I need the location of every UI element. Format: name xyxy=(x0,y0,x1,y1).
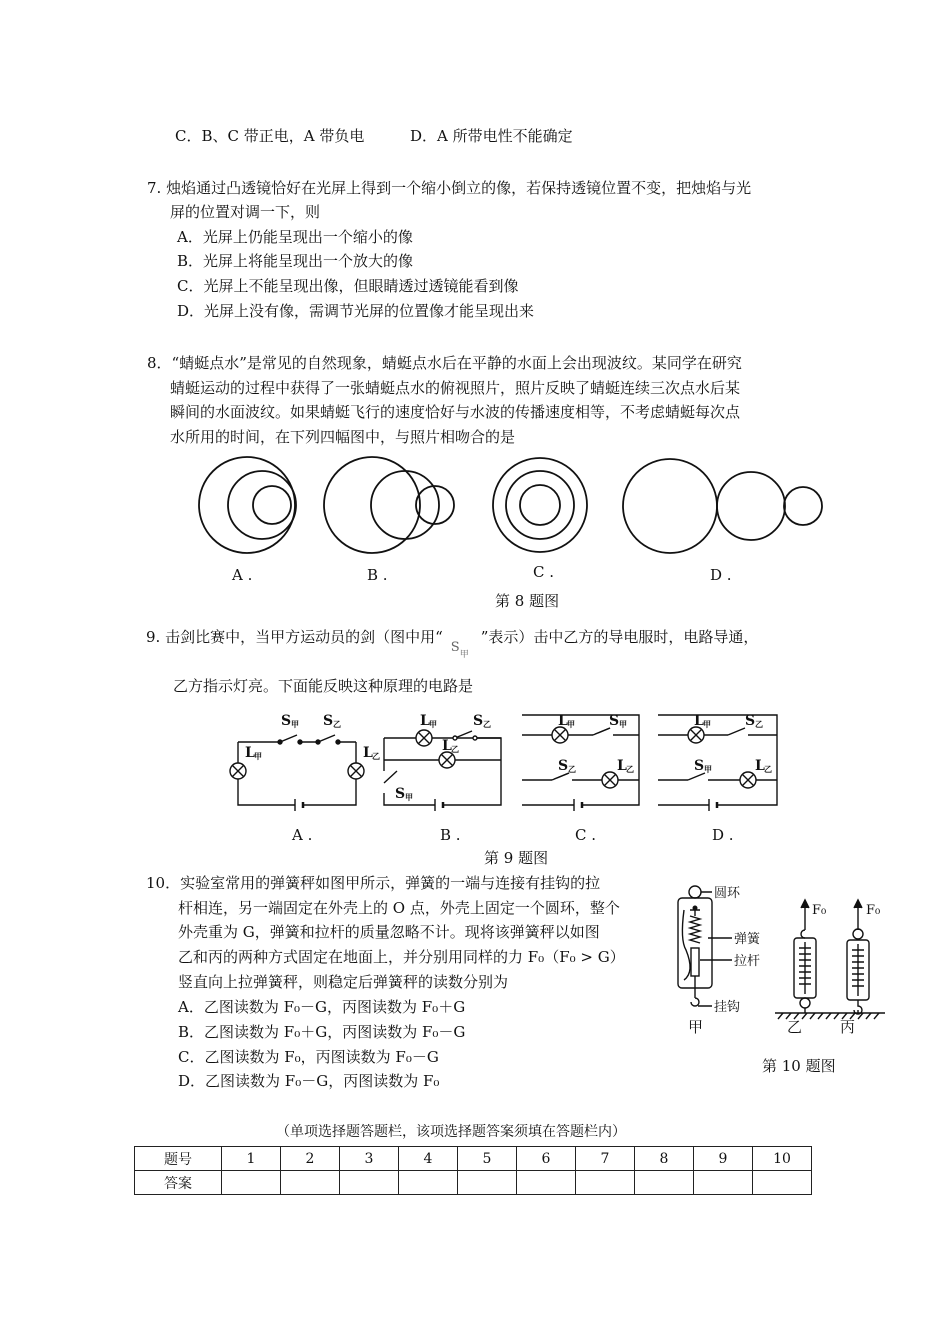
q10-option-c: C．乙图读数为 F₀，丙图读数为 F₀－G xyxy=(178,1048,439,1066)
svg-text:甲: 甲 xyxy=(291,719,299,729)
answer-table-number-2: 2 xyxy=(281,1147,340,1171)
q10-option-d: D．乙图读数为 F₀－G，丙图读数为 F₀ xyxy=(178,1072,440,1090)
svg-text:F₀: F₀ xyxy=(812,903,827,918)
q9-label-d: D . xyxy=(712,826,734,844)
svg-text:S: S xyxy=(395,786,406,802)
q9-label-b: B . xyxy=(440,826,461,844)
answer-table-number-6: 6 xyxy=(517,1147,576,1171)
svg-text:丙: 丙 xyxy=(840,1018,856,1036)
svg-text:S: S xyxy=(473,713,484,729)
svg-text:乙: 乙 xyxy=(755,719,763,729)
q7-option-c: C．光屏上不能呈现出像，但眼睛透过透镜能看到像 xyxy=(177,277,519,295)
answer-cell-8[interactable] xyxy=(635,1171,694,1195)
q7-option-a: A．光屏上仍能呈现出一个缩小的像 xyxy=(177,228,413,246)
svg-text:L: L xyxy=(420,713,430,729)
svg-text:S: S xyxy=(609,713,620,729)
q8-label-a: A . xyxy=(232,566,253,584)
svg-text:乙: 乙 xyxy=(372,751,380,761)
answer-cell-1[interactable] xyxy=(222,1171,281,1195)
svg-text:乙: 乙 xyxy=(568,764,576,774)
q8-stem-line2: 蜻蜓运动的过程中获得了一张蜻蜓点水的俯视照片，照片反映了蜻蜓连续三次点水后某 xyxy=(170,379,741,397)
q7-stem-line1: 7. 烛焰通过凸透镜恰好在光屏上得到一个缩小倒立的像，若保持透镜位置不变，把烛焰与光 xyxy=(147,179,752,197)
q10-stem-line2: 杆相连，另一端固定在外壳上的 O 点，外壳上固定一个圆环，整个 xyxy=(178,899,620,917)
answer-table-number-5: 5 xyxy=(458,1147,517,1171)
answer-table-note: （单项选择题答题栏，该项选择题答案须填在答题栏内） xyxy=(276,1124,626,1140)
q7-option-d: D．光屏上没有像，需调节光屏的位置像才能呈现出来 xyxy=(177,302,535,320)
q7-option-b: B．光屏上将能呈现出一个放大的像 xyxy=(177,252,414,270)
answer-cell-10[interactable] xyxy=(753,1171,812,1195)
svg-text:甲: 甲 xyxy=(688,1018,704,1036)
svg-text:L: L xyxy=(363,745,373,761)
answer-table-header-number: 题号 xyxy=(135,1147,222,1171)
answer-table-number-row xyxy=(135,1147,812,1171)
answer-table-number-9: 9 xyxy=(694,1147,753,1171)
q10-stem-line4: 乙和丙的两种方式固定在地面上，并分别用同样的力 F₀（F₀ > G） xyxy=(178,948,625,966)
q8-stem-line4: 水所用的时间，在下列四幅图中，与照片相吻合的是 xyxy=(170,428,516,446)
q9-label-a: A . xyxy=(292,826,313,844)
svg-text:S: S xyxy=(694,758,705,774)
q9-sword-symbol-s: S xyxy=(450,640,460,655)
q10-figure-jia xyxy=(678,886,732,1006)
svg-text:L: L xyxy=(694,713,704,729)
svg-text:L: L xyxy=(558,713,568,729)
answer-table xyxy=(134,1146,812,1195)
q10-spring-scale-figure xyxy=(670,880,900,1045)
svg-text:弹簧: 弹簧 xyxy=(734,932,761,947)
answer-table-number-4: 4 xyxy=(399,1147,458,1171)
q9-sword-symbol-sub: 甲 xyxy=(459,650,469,660)
q9-stem-line2: 乙方指示灯亮。下面能反映这种原理的电路是 xyxy=(173,677,474,695)
q8-figure-b xyxy=(324,457,454,553)
svg-text:L: L xyxy=(617,758,627,774)
q6-option-c: C．B、C 带正电，A 带负电 xyxy=(175,127,365,145)
q9-stem-line1 xyxy=(146,627,759,660)
answer-cell-5[interactable] xyxy=(458,1171,517,1195)
svg-text:F₀: F₀ xyxy=(866,903,881,918)
svg-text:L: L xyxy=(245,745,255,761)
q8-label-d: D . xyxy=(710,566,732,584)
svg-text:甲: 甲 xyxy=(567,719,575,729)
q8-label-b: B . xyxy=(367,566,388,584)
q10-stem-line5: 竖直向上拉弹簧秤，则稳定后弹簧秤的读数分别为 xyxy=(178,973,509,991)
answer-cell-2[interactable] xyxy=(281,1171,340,1195)
svg-text:拉杆: 拉杆 xyxy=(734,954,761,969)
q9-circuit-figures xyxy=(225,705,795,815)
svg-text:S: S xyxy=(323,713,334,729)
q10-option-a: A．乙图读数为 F₀－G，丙图读数为 F₀＋G xyxy=(178,998,466,1016)
q9-sword-symbol xyxy=(443,627,481,660)
svg-text:乙: 乙 xyxy=(787,1018,803,1036)
q8-figure-a xyxy=(199,457,296,553)
svg-text:乙: 乙 xyxy=(764,764,772,774)
answer-table-number-1: 1 xyxy=(222,1147,281,1171)
svg-text:乙: 乙 xyxy=(451,744,459,754)
answer-table-number-10: 10 xyxy=(753,1147,812,1171)
svg-text:L: L xyxy=(755,758,765,774)
answer-cell-3[interactable] xyxy=(340,1171,399,1195)
svg-text:甲: 甲 xyxy=(619,719,627,729)
svg-text:S: S xyxy=(558,758,569,774)
svg-text:圆环: 圆环 xyxy=(714,886,741,901)
q10-stem-line1: 10．实验室常用的弹簧秤如图甲所示，弹簧的一端与连接有挂钩的拉 xyxy=(146,874,601,892)
q8-figure-c xyxy=(493,458,587,552)
q9-stem-part2: ”表示）击中乙方的导电服时，电路导通， xyxy=(480,628,759,646)
svg-text:甲: 甲 xyxy=(429,719,437,729)
answer-table-number-7: 7 xyxy=(576,1147,635,1171)
q8-stem-line1: 8．“蜻蜓点水”是常见的自然现象，蜻蜓点水后在平静的水面上会出现波纹。某同学在研究 xyxy=(147,354,742,372)
answer-table-header-answer: 答案 xyxy=(135,1171,222,1195)
q7-stem-line2: 屏的位置对调一下，则 xyxy=(170,203,321,221)
q8-ripple-figures xyxy=(190,455,840,560)
q9-caption: 第 9 题图 xyxy=(484,849,549,867)
svg-text:S: S xyxy=(745,713,756,729)
svg-text:乙: 乙 xyxy=(333,719,341,729)
q9-label-c: C . xyxy=(575,826,597,844)
svg-text:甲: 甲 xyxy=(704,764,712,774)
answer-cell-4[interactable] xyxy=(399,1171,458,1195)
q10-stem-line3: 外壳重为 G，弹簧和拉杆的质量忽略不计。现将该弹簧秤以如图 xyxy=(178,923,600,941)
q9-stem-part1: 9. 击剑比赛中，当甲方运动员的剑（图中用“ xyxy=(146,628,443,646)
answer-cell-9[interactable] xyxy=(694,1171,753,1195)
answer-cell-6[interactable] xyxy=(517,1171,576,1195)
svg-text:L: L xyxy=(442,738,452,754)
answer-table-answer-row xyxy=(135,1171,812,1195)
answer-table-number-8: 8 xyxy=(635,1147,694,1171)
svg-text:甲: 甲 xyxy=(703,719,711,729)
answer-table-number-3: 3 xyxy=(340,1147,399,1171)
answer-cell-7[interactable] xyxy=(576,1171,635,1195)
svg-text:乙: 乙 xyxy=(483,719,491,729)
svg-text:挂钩: 挂钩 xyxy=(714,1000,741,1015)
q10-caption: 第 10 题图 xyxy=(762,1057,836,1075)
q8-stem-line3: 瞬间的水面波纹。如果蜻蜓飞行的速度恰好与水波的传播速度相等，不考虑蜻蜓每次点 xyxy=(170,403,741,421)
svg-text:乙: 乙 xyxy=(626,764,634,774)
q10-option-b: B．乙图读数为 F₀＋G，丙图读数为 F₀－G xyxy=(178,1023,466,1041)
q6-option-d: D．A 所带电性不能确定 xyxy=(410,127,573,145)
q8-caption: 第 8 题图 xyxy=(495,592,560,610)
svg-text:甲: 甲 xyxy=(405,792,413,802)
q8-figure-d xyxy=(623,459,822,553)
svg-text:S: S xyxy=(281,713,292,729)
q8-label-c: C . xyxy=(533,563,555,581)
svg-text:甲: 甲 xyxy=(254,751,262,761)
